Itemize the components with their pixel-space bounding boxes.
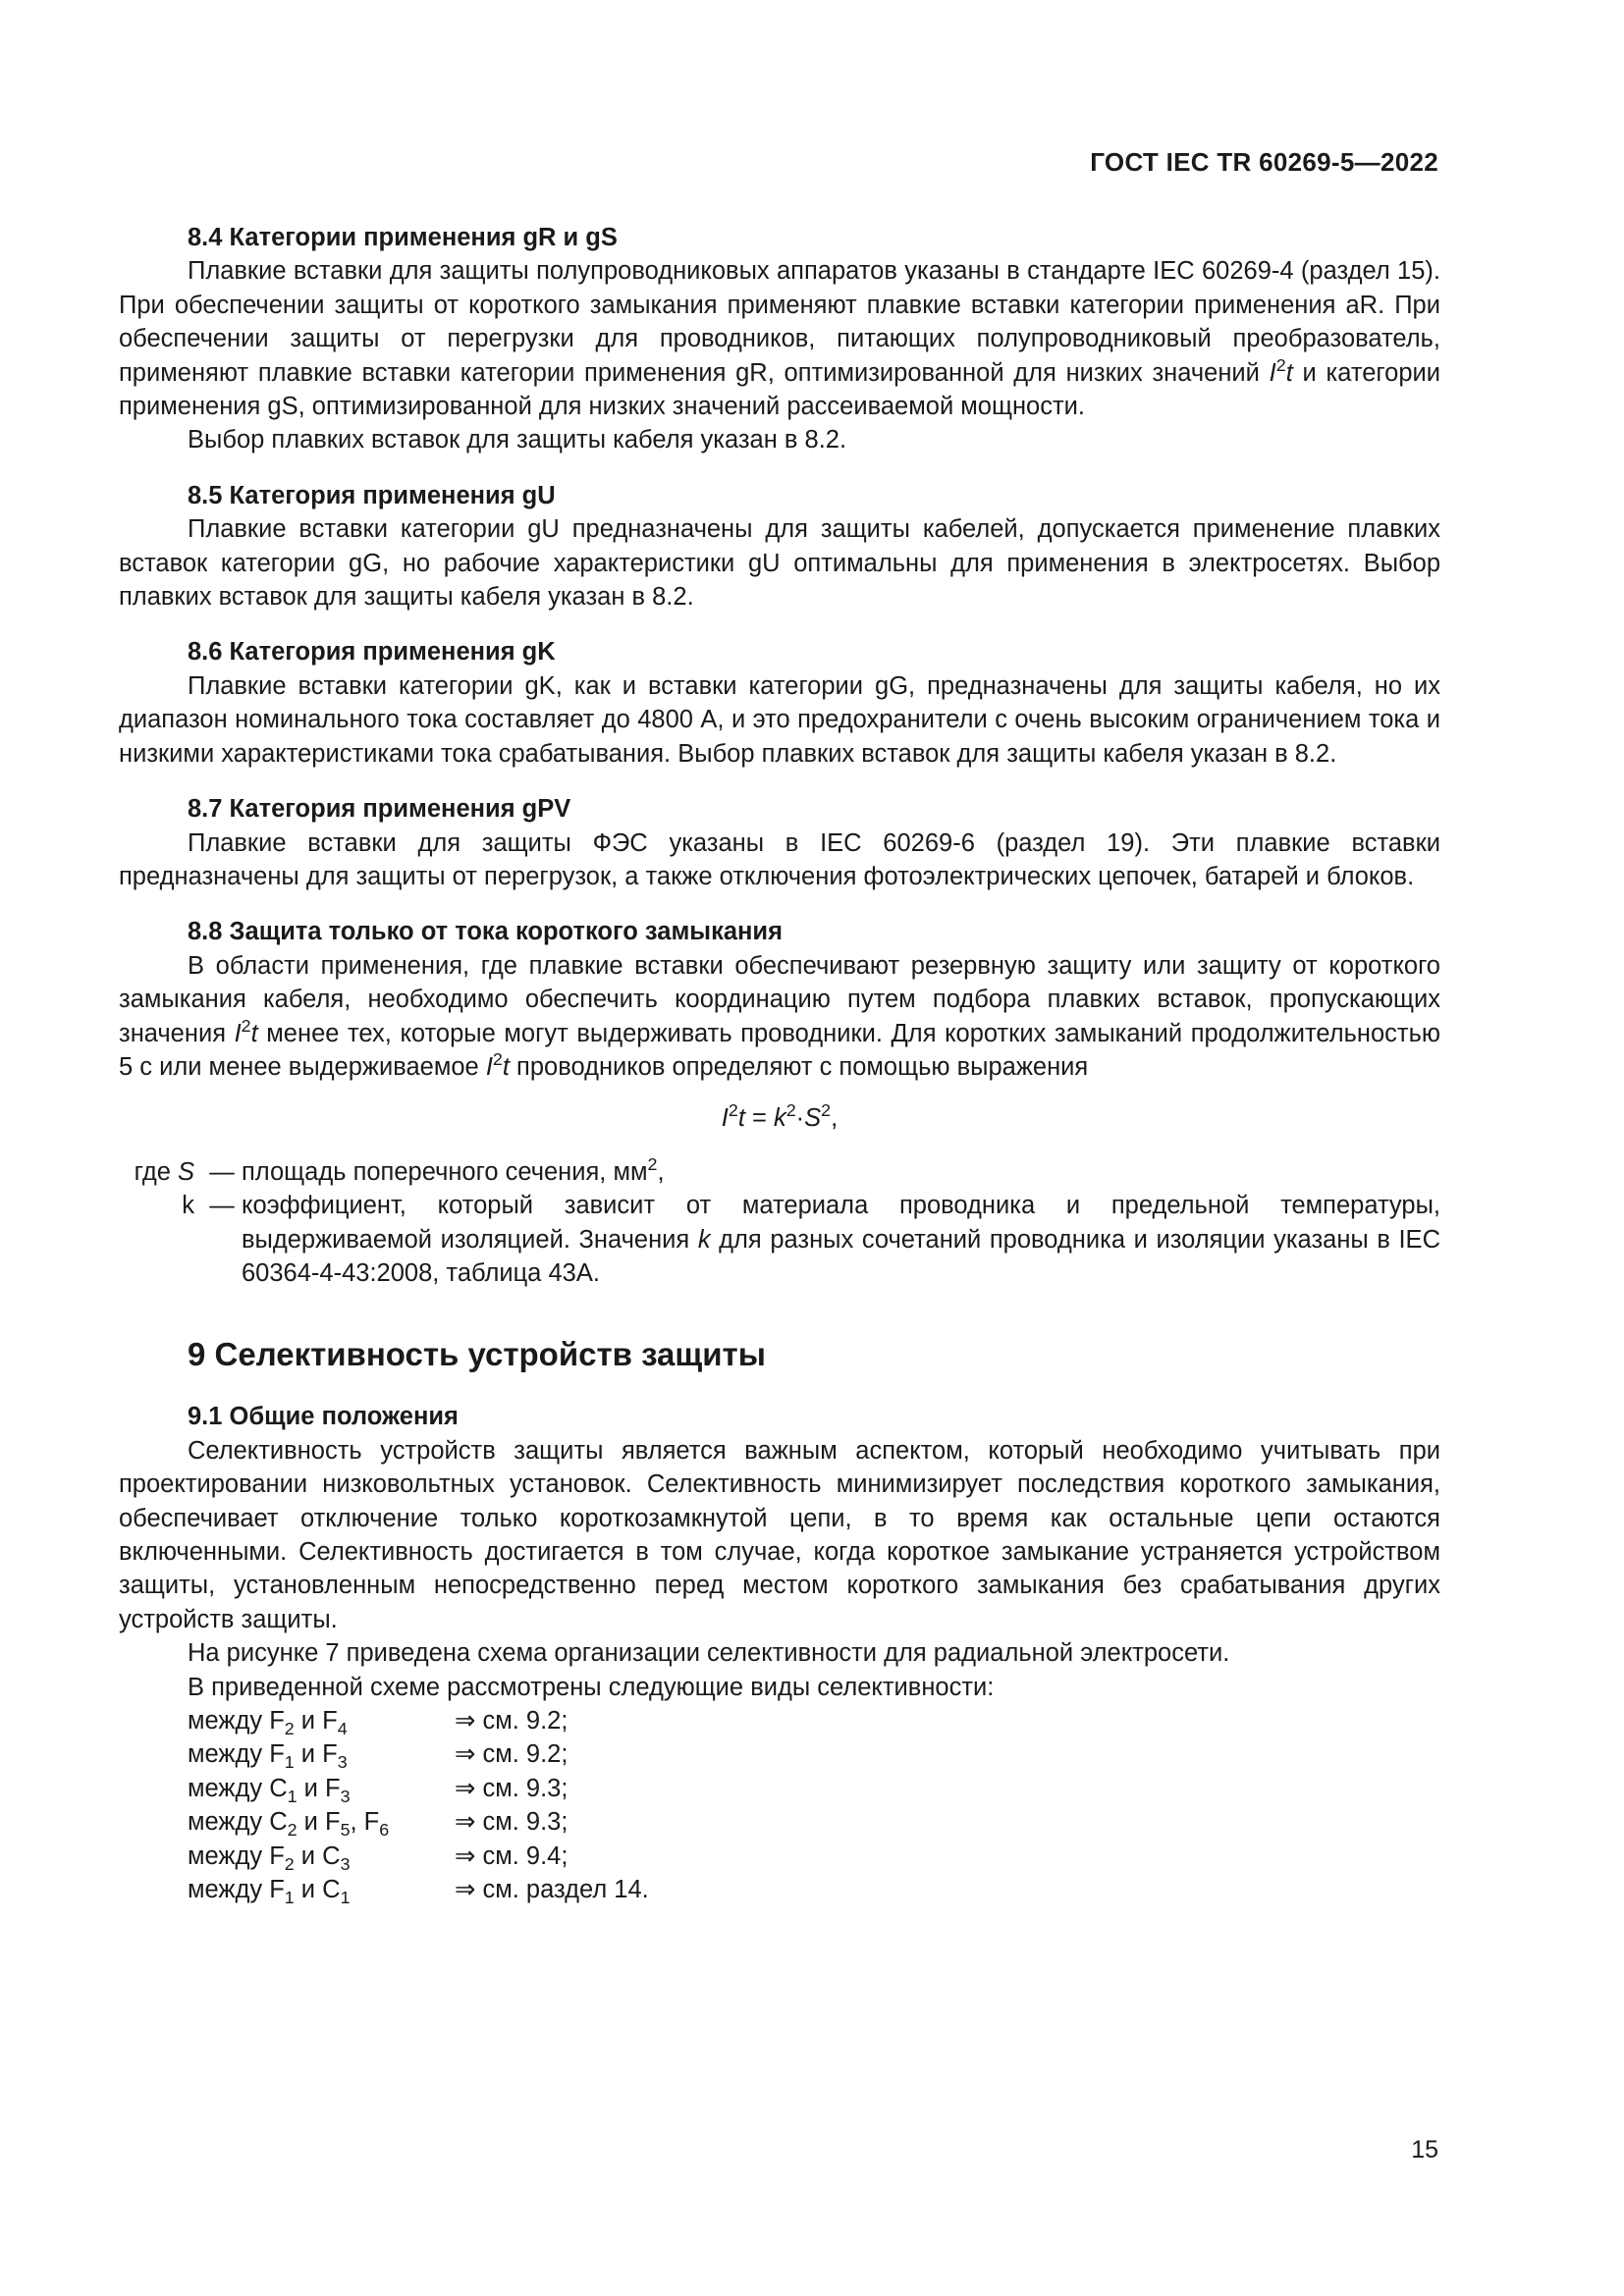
section-8-5-paragraph-1: Плавкие вставки категории gU предназначены для защиты кабелей, допускается применение плавких вставок категории gG, но рабочие характеристики gU оптимальны для применения в электросетях. Выбор плавких вставок для защиты кабеля указан в 8.2. — [119, 515, 1440, 612]
formula-legend — [75, 1155, 1440, 1291]
page-number: 15 — [1411, 2136, 1438, 2163]
document-id-header: ГОСТ IEC TR 60269-5—2022 — [1090, 147, 1438, 177]
section-9-1-title: 9.1 Общие положения — [188, 1403, 459, 1431]
section-8-5-title: 8.5 Категория применения gU — [188, 481, 556, 509]
list-item: между $C_1$ и $F_3$ ⇒ см. 9.3; — [188, 1774, 568, 1806]
section-8-6-title: 8.6 Категория применения gK — [188, 638, 556, 667]
section-8-7-title: 8.7 Категория применения gPV — [188, 795, 571, 824]
legend-row-k: k — коэффициент, который зависит от материала проводника и предельной температуры, выдерживаемой изоляцией. Значения k для разных сочетаний проводника и изоляции указаны в IEC 60364-4-43:2008, таблица 43А. — [182, 1192, 1440, 1287]
section-8-4-title: 8.4 Категории применения gR и gS — [188, 224, 618, 251]
page-content — [119, 221, 1440, 1906]
section-9-1-paragraph-2: На рисунке 7 приведена схема организации селективности для радиальной электросети. — [188, 1639, 1230, 1668]
section-8-7-paragraph-1: Плавкие вставки для защиты ФЭС указаны в IEC 60269-6 (раздел 19). Эти плавкие вставки предназначены для защиты от перегрузок, а также отключения фотоэлектрических цепочек, батарей и блоков. — [119, 828, 1440, 890]
list-item: между $F_1$ и $C_1$ ⇒ см. раздел 14. — [188, 1876, 649, 1908]
section-8-6-paragraph-1: Плавкие вставки категории gK, как и вставки категории gG, предназначены для защиты кабеля, но их диапазон номинального тока составляет до 4800 А, и это предохранители с очень высоким ограничением тока и низкими характеристиками тока срабатывания. Выбор плавких вставок для защиты кабеля указан в 8.2. — [119, 671, 1440, 768]
list-item: между $F_2$ и $C_3$ ⇒ см. 9.4; — [188, 1842, 568, 1874]
list-item: между $F_1$ и $F_3$ ⇒ см. 9.2; — [188, 1740, 568, 1773]
section-8-4-paragraph-2: Выбор плавких вставок для защиты кабеля указан в 8.2. — [188, 426, 847, 454]
list-item: между $F_2$ и $F_4$ ⇒ см. 9.2; — [188, 1707, 568, 1739]
section-9-title: 9 Селективность устройств защиты — [188, 1336, 766, 1373]
selectivity-list — [188, 1704, 649, 1906]
section-8-4-paragraph-1: Плавкие вставки для защиты полупроводниковых аппаратов указаны в стандарте IEC 60269-4 (раздел 15). При обеспечении защиты от короткого замыкания применяют плавкие вставки категории применения aR. При обеспечении защиты от перегрузки для проводников, питающих полупроводниковый преобразователь, применяют плавкие вставки категории применения gR, оптимизированной для низких значений $I^2t$ и категории применения gS, оптимизированной для низких значений рассеиваемой мощности. — [119, 257, 1440, 421]
section-9-1-paragraph-3: В приведенной схеме рассмотрены следующие виды селективности: — [188, 1673, 995, 1701]
section-8-8-title: 8.8 Защита только от тока короткого замыкания — [188, 918, 783, 946]
section-8-8-paragraph-1: В области применения, где плавкие вставки обеспечивают резервную защиту или защиту от короткого замыкания кабеля, необходимо обеспечить координацию путем подбора плавких вставок, пропускающих значения $I^2t$ менее тех, которые могут выдерживать проводники. Для коротких замыканий продолжительностью 5 с или менее выдерживаемое $I^2t$ проводников определяют с помощью выражения — [119, 951, 1440, 1081]
list-item: между $C_2$ и $F_5$, $F_6$ ⇒ см. 9.3; — [188, 1808, 568, 1841]
formula-i2t: $I^2t = k^2\cdot S^2$, — [721, 1100, 839, 1133]
section-9-1-paragraph-1: Селективность устройств защиты является важным аспектом, который необходимо учитывать при проектировании низковольтных установок. Селективность минимизирует последствия короткого замыкания, обеспечивает отключение только короткозамкнутой цепи, в то время как остальные цепи остаются включенными. Селективность достигается в том случае, когда короткое замыкание устраняется устройством защиты, установленным непосредственно перед местом короткого замыкания без срабатывания других устройств защиты. — [119, 1436, 1440, 1633]
legend-row-s: где S — площадь поперечного сечения, $мм^2$, — [134, 1153, 665, 1186]
